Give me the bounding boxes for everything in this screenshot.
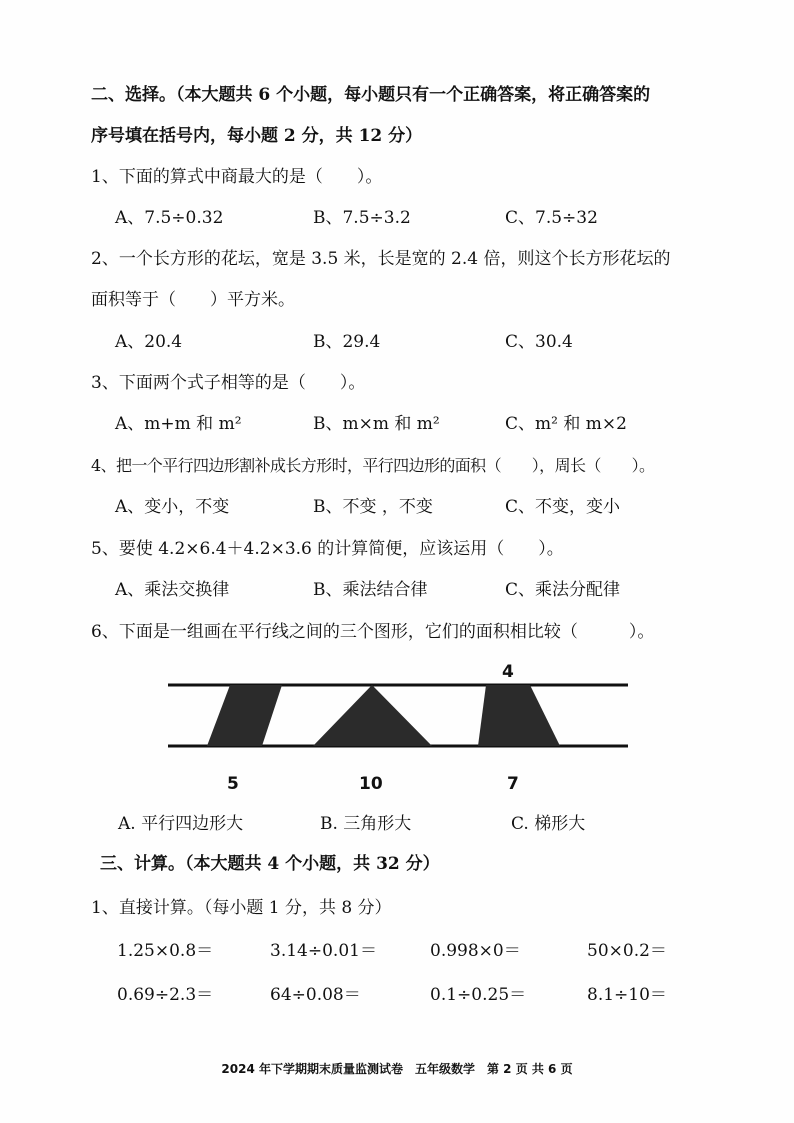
- section3-sub1: 1、直接计算。（每小题 1 分，共 8 分）: [91, 898, 392, 918]
- q4-option-b: B、不变 ，不变: [313, 497, 433, 517]
- q6-option-b: B. 三角形大: [320, 814, 412, 834]
- trapezoid-base-label: 7: [507, 774, 519, 794]
- q1-option-b: B、7.5÷3.2: [313, 208, 411, 228]
- q6-stem: 6、下面是一组画在平行线之间的三个图形，它们的面积相比较（ ）。: [91, 622, 655, 642]
- section2-title-line1: 二、选择。（本大题共 6 个小题，每小题只有一个正确答案，将正确答案的: [91, 85, 651, 105]
- calc-7: 0.1÷0.25＝: [430, 985, 527, 1005]
- page-footer: 2024 年下学期期末质量监测试卷 五年级数学 第 2 页 共 6 页: [221, 1062, 573, 1076]
- calc-3: 0.998×0＝: [430, 941, 521, 961]
- section3-title: 三、计算。（本大题共 4 个小题，共 32 分）: [100, 854, 440, 874]
- calc-1: 1.25×0.8＝: [117, 941, 214, 961]
- parallelogram-shape: [207, 685, 282, 746]
- triangle-shape: [313, 685, 432, 746]
- q2-option-c: C、30.4: [505, 332, 573, 352]
- calc-8: 8.1÷10＝: [587, 985, 667, 1005]
- calc-6: 64÷0.08＝: [270, 985, 361, 1005]
- q4-stem: 4、把一个平行四边形割补成长方形时，平行四边形的面积（ ），周长（ ）。: [91, 456, 655, 475]
- q1-stem: 1、下面的算式中商最大的是（ ）。: [91, 167, 383, 187]
- q3-option-b: B、m×m 和 m²: [313, 414, 440, 434]
- section2-title-line2: 序号填在括号内，每小题 2 分，共 12 分）: [91, 126, 423, 146]
- q4-option-a: A、变小，不变: [115, 497, 230, 517]
- q2-option-a: A、20.4: [115, 332, 183, 352]
- q2-option-b: B、29.4: [313, 332, 381, 352]
- triangle-base-label: 10: [359, 774, 383, 794]
- q5-option-a: A、乘法交换律: [115, 580, 230, 600]
- trapezoid-shape: [478, 685, 560, 746]
- calc-5: 0.69÷2.3＝: [117, 985, 214, 1005]
- q5-stem: 5、要使 4.2×6.4＋4.2×3.6 的计算简便，应该运用（ ）。: [91, 539, 564, 559]
- q3-stem: 3、下面两个式子相等的是（ ）。: [91, 373, 366, 393]
- q2-stem-line1: 2、一个长方形的花坛，宽是 3.5 米，长是宽的 2.4 倍，则这个长方形花坛的: [91, 249, 671, 269]
- calc-2: 3.14÷0.01＝: [270, 941, 377, 961]
- q5-option-c: C、乘法分配律: [505, 580, 621, 600]
- calc-4: 50×0.2＝: [587, 941, 667, 961]
- q3-option-a: A、m+m 和 m²: [115, 414, 242, 434]
- q2-stem-line2: 面积等于（ ）平方米。: [91, 290, 295, 310]
- q6-option-a: A. 平行四边形大: [118, 814, 244, 834]
- trapezoid-top-label: 4: [502, 662, 514, 682]
- q4-option-c: C、不变，变小: [505, 497, 621, 517]
- parallelogram-base-label: 5: [227, 774, 239, 794]
- q5-option-b: B、乘法结合律: [313, 580, 428, 600]
- q1-option-c: C、7.5÷32: [505, 208, 598, 228]
- q6-option-c: C. 梯形大: [511, 814, 586, 834]
- q3-option-c: C、m² 和 m×2: [505, 414, 627, 434]
- q1-option-a: A、7.5÷0.32: [115, 208, 224, 228]
